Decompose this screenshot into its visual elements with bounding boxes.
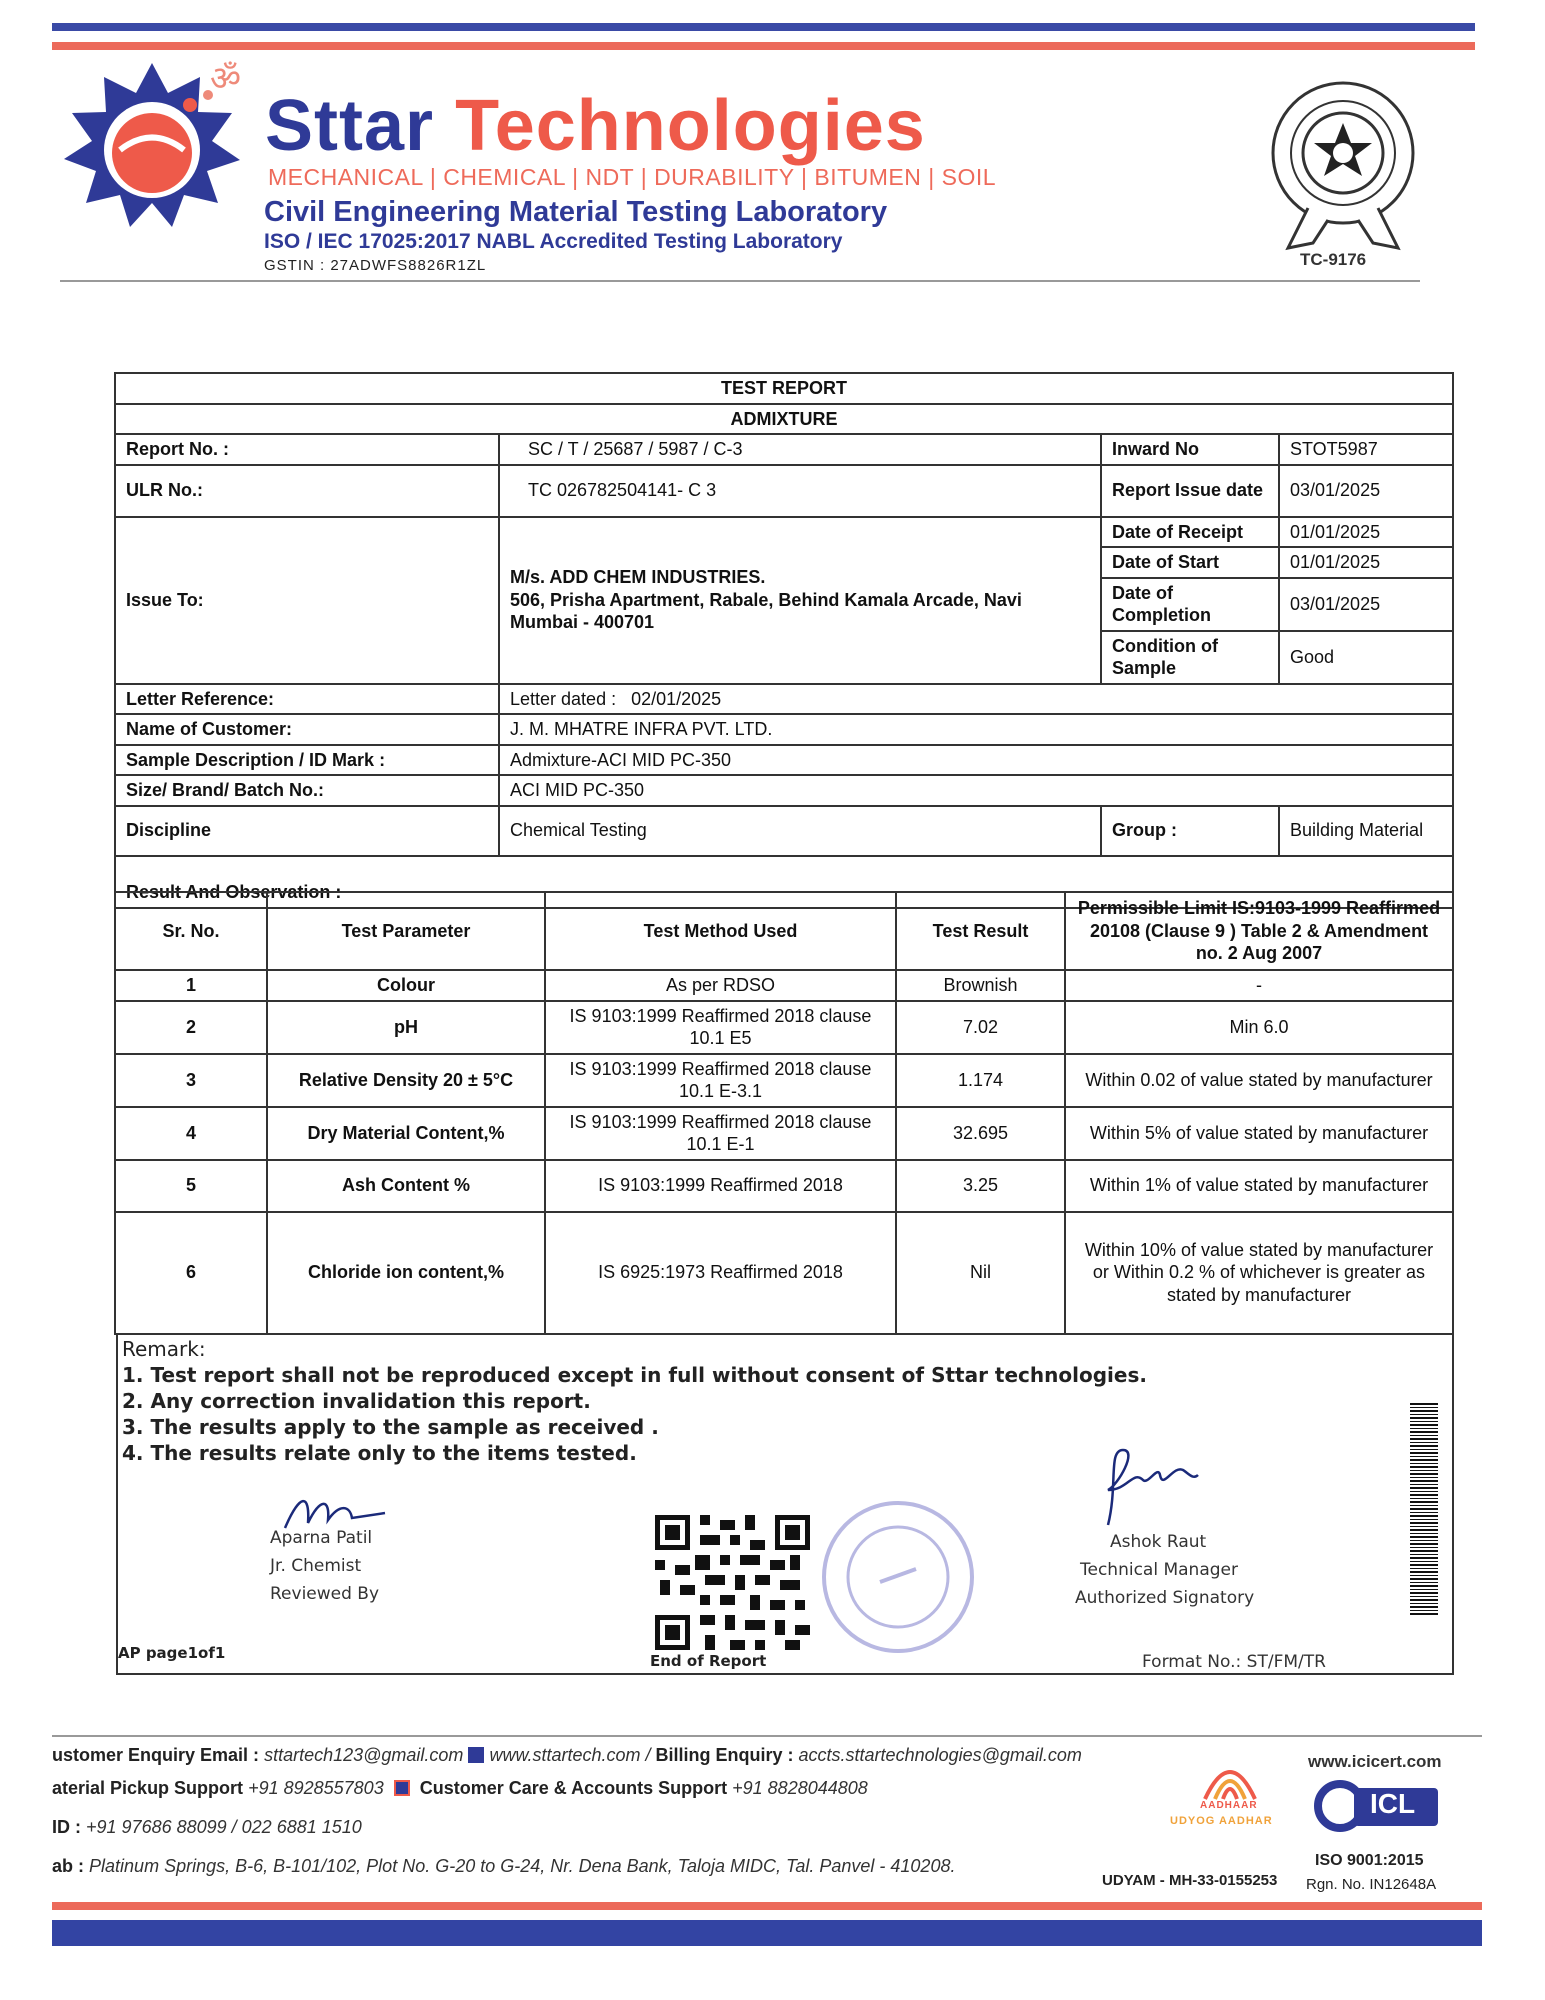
vertical-barcode	[1410, 1403, 1438, 1616]
customer-label: Name of Customer:	[115, 714, 499, 745]
end-of-report: End of Report	[650, 1652, 767, 1670]
condition-label: Condition of Sample	[1101, 631, 1279, 684]
iso-rgn: Rgn. No. IN12648A	[1306, 1876, 1437, 1893]
aadhaar-label: AADHAAR	[1200, 1800, 1258, 1811]
results-title: Result And Observation :	[115, 856, 1453, 908]
issue-date-label: Report Issue date	[1101, 465, 1279, 517]
tc-number: TC-9176	[1300, 250, 1367, 269]
row-sr: 6	[115, 1212, 267, 1334]
care-phone: +91 8828044808	[732, 1778, 868, 1798]
id-phone: +91 97686 88099 / 022 6881 1510	[86, 1817, 362, 1837]
start-label: Date of Start	[1101, 547, 1279, 578]
format-no: Format No.: ST/FM/TR	[1142, 1652, 1326, 1672]
discipline-label: Discipline	[115, 806, 499, 856]
udyam-number: UDYAM - MH-33-0155253	[1102, 1872, 1278, 1889]
report-no-label: Report No. :	[115, 434, 499, 465]
report-subtitle: ADMIXTURE	[115, 404, 1453, 435]
page-label: AP page1of1	[118, 1644, 226, 1662]
pickup-label: aterial Pickup Support	[52, 1778, 244, 1798]
phone-icon	[394, 1780, 410, 1796]
batch-label: Size/ Brand/ Batch No.:	[115, 775, 499, 806]
remarks	[122, 1336, 1147, 1466]
signatory-role: Technical Manager	[1080, 1560, 1238, 1580]
discipline-value: Chemical Testing	[499, 806, 1101, 856]
brand-name-part2: Technologies	[455, 86, 926, 166]
receipt-value: 01/01/2025	[1279, 517, 1453, 548]
batch-value: ACI MID PC-350	[499, 775, 1453, 806]
row-sr: 1	[115, 970, 267, 1001]
row-method: IS 9103:1999 Reaffirmed 2018 clause 10.1 E-3.1	[545, 1054, 896, 1107]
row-method: IS 6925:1973 Reaffirmed 2018	[545, 1212, 896, 1334]
issue-date-value: 03/01/2025	[1279, 465, 1453, 517]
enquiry-label: ustomer Enquiry Email :	[52, 1745, 260, 1765]
table-row	[115, 1001, 1453, 1054]
report-info-table	[114, 372, 1454, 909]
remark-item: 3. The results apply to the sample as received .	[122, 1415, 659, 1439]
company-stamp	[818, 1497, 978, 1657]
bottom-stripe-red	[52, 1902, 1482, 1910]
remarks-title: Remark:	[122, 1337, 206, 1361]
row-result: 32.695	[896, 1107, 1065, 1160]
condition-value: Good	[1279, 631, 1453, 684]
signatory-name: Ashok Raut	[1110, 1532, 1207, 1552]
lab-address: Platinum Springs, B-6, B-101/102, Plot No. G-20 to G-24, Nr. Dena Bank, Taloja MIDC, Tal. Panvel - 410208.	[89, 1856, 956, 1876]
row-limit: -	[1065, 970, 1453, 1001]
footer-line-4	[52, 1856, 955, 1877]
footer-line-3	[52, 1817, 362, 1838]
gstin: GSTIN : 27ADWFS8826R1ZL	[264, 257, 487, 274]
start-value: 01/01/2025	[1279, 547, 1453, 578]
icl-site[interactable]: www.icicert.com	[1308, 1752, 1442, 1771]
report-title: TEST REPORT	[115, 373, 1453, 404]
ulr-value: TC 026782504141- C 3	[499, 465, 1101, 517]
web-icon	[468, 1747, 484, 1763]
row-sr: 2	[115, 1001, 267, 1054]
lab-name: Civil Engineering Material Testing Laboratory	[264, 196, 888, 228]
report-no-value: SC / T / 25687 / 5987 / C-3	[499, 434, 1101, 465]
row-method: IS 9103:1999 Reaffirmed 2018 clause 10.1 E-1	[545, 1107, 896, 1160]
issue-to-block	[499, 517, 1101, 684]
care-label: Customer Care & Accounts Support	[419, 1778, 728, 1798]
aadhaar-logo	[1195, 1755, 1265, 1803]
row-limit: Within 5% of value stated by manufacturer	[1065, 1107, 1453, 1160]
completion-label: Date of Completion	[1101, 578, 1279, 631]
row-sr: 3	[115, 1054, 267, 1107]
row-limit: Within 10% of value stated by manufacturer or Within 0.2 % of whichever is greater as stated by manufacturer	[1065, 1212, 1453, 1334]
row-method: IS 9103:1999 Reaffirmed 2018	[545, 1160, 896, 1212]
row-param: Relative Density 20 ± 5°C	[267, 1054, 545, 1107]
row-result: 3.25	[896, 1160, 1065, 1212]
reviewer-role: Jr. Chemist	[270, 1556, 362, 1576]
row-method: As per RDSO	[545, 970, 896, 1001]
results-header-row	[115, 892, 1453, 970]
table-row	[115, 1160, 1453, 1212]
completion-value: 03/01/2025	[1279, 578, 1453, 631]
lab-label: ab :	[52, 1856, 85, 1876]
reviewer-block	[270, 1524, 379, 1608]
customer-value: J. M. MHATRE INFRA PVT. LTD.	[499, 714, 1453, 745]
row-param: Chloride ion content,%	[267, 1212, 545, 1334]
inward-no-value: STOT5987	[1279, 434, 1453, 465]
logo-glyph: ॐ	[210, 59, 242, 99]
footer-line-1	[52, 1745, 1082, 1766]
reviewer-note: Reviewed By	[270, 1584, 380, 1604]
remark-item: 4. The results relate only to the items tested.	[122, 1441, 637, 1465]
results-table	[114, 891, 1454, 1335]
divisions-line: MECHANICAL | CHEMICAL | NDT | DURABILITY | BITUMEN | SOIL	[268, 164, 997, 190]
signatory-signature	[1088, 1445, 1208, 1530]
row-sr: 4	[115, 1107, 267, 1160]
id-label: ID :	[52, 1817, 81, 1837]
row-method: IS 9103:1999 Reaffirmed 2018 clause 10.1 E5	[545, 1001, 896, 1054]
signatory-block	[1075, 1528, 1260, 1612]
brand-name-part1: Sttar	[265, 86, 435, 166]
col-sr: Sr. No.	[115, 892, 267, 970]
nabl-seal	[1268, 78, 1418, 253]
row-result: Nil	[896, 1212, 1065, 1334]
letter-ref-label: Letter Reference:	[115, 684, 499, 715]
row-result: 7.02	[896, 1001, 1065, 1054]
row-sr: 5	[115, 1160, 267, 1212]
billing-label: Billing Enquiry :	[655, 1745, 794, 1765]
company-logo	[60, 55, 260, 240]
billing-email[interactable]: accts.sttartechnologies@gmail.com	[798, 1745, 1082, 1765]
accreditation-line: ISO / IEC 17025:2017 NABL Accredited Testing Laboratory	[264, 230, 843, 253]
col-method: Test Method Used	[545, 892, 896, 970]
table-row	[115, 1212, 1453, 1334]
row-param: pH	[267, 1001, 545, 1054]
col-result: Test Result	[896, 892, 1065, 970]
table-row	[115, 1054, 1453, 1107]
table-row	[115, 970, 1453, 1001]
signatory-note: Authorized Signatory	[1075, 1588, 1255, 1608]
remark-item: 2. Any correction invalidation this report.	[122, 1389, 591, 1413]
bottom-stripe-blue	[52, 1920, 1482, 1946]
row-param: Ash Content %	[267, 1160, 545, 1212]
sample-value: Admixture-ACI MID PC-350	[499, 745, 1453, 776]
receipt-label: Date of Receipt	[1101, 517, 1279, 548]
row-limit: Within 1% of value stated by manufacturer	[1065, 1160, 1453, 1212]
footer-line-2	[52, 1778, 868, 1799]
inward-no-label: Inward No	[1101, 434, 1279, 465]
col-parameter: Test Parameter	[267, 892, 545, 970]
group-value: Building Material	[1279, 806, 1453, 856]
iso-9001: ISO 9001:2015	[1315, 1852, 1424, 1869]
remark-item: 1. Test report shall not be reproduced except in full without consent of Sttar technologies.	[122, 1363, 1147, 1387]
icl-label: ICL	[1370, 1788, 1416, 1819]
sample-label: Sample Description / ID Mark :	[115, 745, 499, 776]
brand-name	[265, 85, 926, 167]
pickup-phone: +91 8928557803	[248, 1778, 384, 1798]
row-param: Dry Material Content,%	[267, 1107, 545, 1160]
row-param: Colour	[267, 970, 545, 1001]
enquiry-email[interactable]: sttartech123@gmail.com	[264, 1745, 464, 1765]
udyog-aadhar-label: UDYOG AADHAR	[1170, 1815, 1273, 1827]
row-limit: Within 0.02 of value stated by manufacturer	[1065, 1054, 1453, 1107]
row-result: Brownish	[896, 970, 1065, 1001]
group-label: Group :	[1101, 806, 1279, 856]
footer-divider	[52, 1735, 1482, 1737]
issue-to-address: 506, Prisha Apartment, Rabale, Behind Kamala Arcade, Navi Mumbai - 400701	[510, 589, 1022, 633]
letter-ref-value: Letter dated : 02/01/2025	[499, 684, 1453, 715]
top-stripe-red	[52, 42, 1475, 50]
header-divider	[60, 280, 1420, 282]
reviewer-name: Aparna Patil	[270, 1528, 373, 1548]
ulr-label: ULR No.:	[115, 465, 499, 517]
issue-to-label: Issue To:	[115, 517, 499, 684]
col-limit: Permissible Limit IS:9103-1999 Reaffirmed 20108 (Clause 9 ) Table 2 & Amendment no. 2 Aug 2007	[1065, 892, 1453, 970]
qr-code	[655, 1515, 810, 1650]
table-row	[115, 1107, 1453, 1160]
top-stripe-blue	[52, 23, 1475, 31]
website-link[interactable]: www.sttartech.com /	[489, 1745, 651, 1765]
row-limit: Min 6.0	[1065, 1001, 1453, 1054]
issue-to-name: M/s. ADD CHEM INDUSTRIES.	[510, 567, 766, 588]
row-result: 1.174	[896, 1054, 1065, 1107]
